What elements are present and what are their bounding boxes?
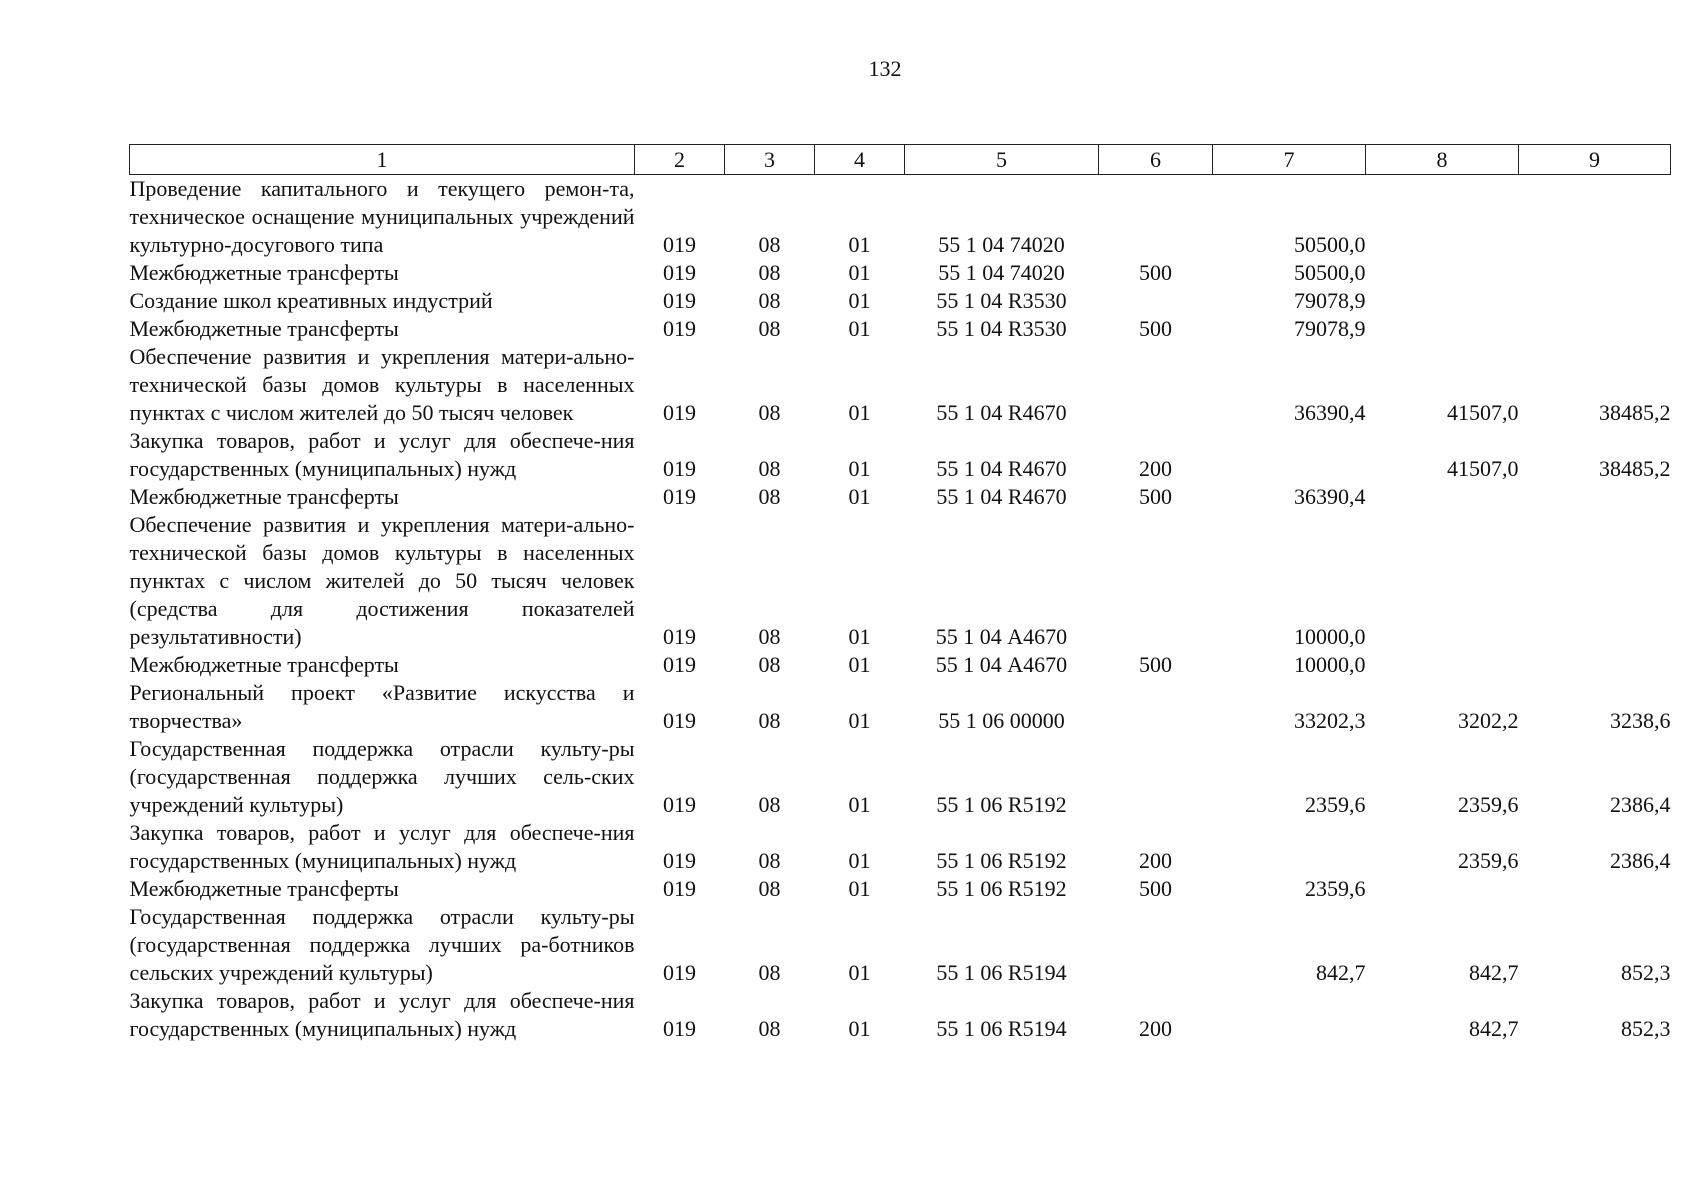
cell-amount-7: 79078,9 <box>1294 288 1366 313</box>
cell-target-article: 55 1 06 00000 <box>938 708 1065 733</box>
column-header: 9 <box>1519 145 1671 175</box>
cell-expense-type: 500 <box>1139 260 1172 285</box>
cell-section: 08 <box>758 792 781 817</box>
cell-amount-7: 10000,0 <box>1294 652 1366 677</box>
cell-ministry-code: 019 <box>663 456 696 481</box>
cell-amount-8: 41507,0 <box>1447 400 1519 425</box>
cell-section: 08 <box>758 1016 781 1041</box>
cell-amount-9 <box>1519 175 1671 260</box>
table-row <box>130 259 1671 287</box>
cell-target-article: 55 1 06 R5192 <box>936 848 1067 873</box>
table-body <box>130 175 1671 1044</box>
cell-section: 08 <box>758 708 781 733</box>
table-row <box>130 427 1671 483</box>
row-name: Межбюджетные трансферты <box>129 484 399 509</box>
table-row <box>130 679 1671 735</box>
cell-target-article: 55 1 04 R3530 <box>936 316 1067 341</box>
cell-target-article: 55 1 04 R4670 <box>936 400 1067 425</box>
cell-amount-7: 36390,4 <box>1294 484 1366 509</box>
cell-amount-8 <box>1366 175 1519 260</box>
table-header <box>130 145 1671 175</box>
cell-ministry-code: 019 <box>663 876 696 901</box>
cell-amount-8: 2359,6 <box>1458 848 1519 873</box>
cell-section: 08 <box>758 400 781 425</box>
row-name: Проведение капитального и текущего ремон-та, техническое оснащение муниципальных учреждений культурно-досугового типа <box>129 176 635 257</box>
cell-target-article: 55 1 06 R5194 <box>936 960 1067 985</box>
cell-target-article: 55 1 04 R4670 <box>936 484 1067 509</box>
cell-ministry-code: 019 <box>663 960 696 985</box>
cell-section: 08 <box>758 484 781 509</box>
cell-amount-7: 36390,4 <box>1294 400 1366 425</box>
cell-amount-7: 50500,0 <box>1294 260 1366 285</box>
cell-amount-7 <box>1213 427 1366 483</box>
cell-amount-9: 852,3 <box>1621 960 1671 985</box>
cell-ministry-code: 019 <box>663 316 696 341</box>
cell-section: 08 <box>758 652 781 677</box>
cell-section: 08 <box>758 456 781 481</box>
cell-amount-9: 38485,2 <box>1599 456 1671 481</box>
cell-ministry-code: 019 <box>663 260 696 285</box>
cell-subsection: 01 <box>848 260 871 285</box>
cell-ministry-code: 019 <box>663 792 696 817</box>
cell-amount-8: 2359,6 <box>1458 792 1519 817</box>
column-header: 4 <box>815 145 905 175</box>
cell-expense-type <box>1099 511 1213 651</box>
cell-amount-9 <box>1519 259 1671 287</box>
cell-amount-8 <box>1366 483 1519 511</box>
row-name: Межбюджетные трансферты <box>129 260 399 285</box>
cell-subsection: 01 <box>848 316 871 341</box>
cell-amount-8 <box>1366 651 1519 679</box>
row-name: Закупка товаров, работ и услуг для обеспече-ния государственных (муниципальных) нужд <box>129 428 635 481</box>
cell-amount-7 <box>1213 987 1366 1043</box>
cell-amount-9: 852,3 <box>1621 1016 1671 1041</box>
cell-subsection: 01 <box>848 232 871 257</box>
cell-ministry-code: 019 <box>663 400 696 425</box>
cell-target-article: 55 1 04 74020 <box>938 260 1065 285</box>
cell-ministry-code: 019 <box>663 288 696 313</box>
cell-expense-type: 200 <box>1139 1016 1172 1041</box>
column-header: 7 <box>1213 145 1366 175</box>
cell-amount-8 <box>1366 315 1519 343</box>
cell-section: 08 <box>758 876 781 901</box>
cell-amount-9 <box>1519 287 1671 315</box>
cell-section: 08 <box>758 316 781 341</box>
cell-ministry-code: 019 <box>663 848 696 873</box>
cell-subsection: 01 <box>848 708 871 733</box>
cell-amount-9: 2386,4 <box>1610 792 1671 817</box>
cell-expense-type <box>1099 735 1213 819</box>
cell-expense-type: 500 <box>1139 484 1172 509</box>
row-name: Обеспечение развития и укрепления матери-ально-технической базы домов культуры в населенных пунктах с числом жителей до 50 тысяч человек <box>129 344 635 425</box>
column-header: 3 <box>725 145 815 175</box>
row-name: Межбюджетные трансферты <box>129 876 399 901</box>
table-row <box>130 315 1671 343</box>
cell-amount-8: 41507,0 <box>1447 456 1519 481</box>
row-name: Государственная поддержка отрасли культу-ры (государственная поддержка лучших сель-ских учреждений культуры) <box>129 736 635 817</box>
cell-amount-9 <box>1519 315 1671 343</box>
column-header: 6 <box>1099 145 1213 175</box>
cell-target-article: 55 1 06 R5194 <box>936 1016 1067 1041</box>
table-row <box>130 987 1671 1043</box>
cell-target-article: 55 1 06 R5192 <box>936 876 1067 901</box>
cell-section: 08 <box>758 960 781 985</box>
budget-table <box>129 144 1671 1043</box>
cell-expense-type: 500 <box>1139 316 1172 341</box>
cell-expense-type: 500 <box>1139 876 1172 901</box>
cell-amount-8 <box>1366 287 1519 315</box>
cell-ministry-code: 019 <box>663 484 696 509</box>
row-name: Обеспечение развития и укрепления матери-ально-технической базы домов культуры в населенных пунктах с числом жителей до 50 тысяч человек (средства для достижения показателей результативности) <box>129 512 635 649</box>
cell-ministry-code: 019 <box>663 232 696 257</box>
cell-expense-type: 200 <box>1139 456 1172 481</box>
cell-target-article: 55 1 04 R4670 <box>936 456 1067 481</box>
cell-amount-8: 3202,2 <box>1458 708 1519 733</box>
cell-expense-type: 200 <box>1139 848 1172 873</box>
cell-target-article: 55 1 04 А4670 <box>935 652 1068 677</box>
cell-amount-9 <box>1519 483 1671 511</box>
cell-ministry-code: 019 <box>663 1016 696 1041</box>
cell-target-article: 55 1 04 А4670 <box>935 624 1068 649</box>
cell-amount-8 <box>1366 511 1519 651</box>
cell-subsection: 01 <box>848 652 871 677</box>
row-name: Региональный проект «Развитие искусства и творчества» <box>129 680 635 733</box>
cell-amount-7: 10000,0 <box>1294 624 1366 649</box>
cell-amount-9 <box>1519 651 1671 679</box>
cell-amount-7: 79078,9 <box>1294 316 1366 341</box>
cell-amount-7 <box>1213 819 1366 875</box>
cell-amount-8: 842,7 <box>1469 960 1519 985</box>
table-row <box>130 287 1671 315</box>
cell-subsection: 01 <box>848 876 871 901</box>
column-header: 1 <box>130 145 635 175</box>
table-row <box>130 511 1671 651</box>
cell-expense-type <box>1099 175 1213 260</box>
cell-section: 08 <box>758 288 781 313</box>
cell-amount-7: 2359,6 <box>1305 792 1366 817</box>
cell-amount-8 <box>1366 259 1519 287</box>
cell-section: 08 <box>758 624 781 649</box>
cell-subsection: 01 <box>848 1016 871 1041</box>
cell-expense-type <box>1099 903 1213 987</box>
table-row <box>130 875 1671 903</box>
page-number: 132 <box>868 56 902 81</box>
row-name: Межбюджетные трансферты <box>129 316 399 341</box>
cell-expense-type <box>1099 679 1213 735</box>
header-row <box>130 145 1671 175</box>
cell-ministry-code: 019 <box>663 624 696 649</box>
cell-section: 08 <box>758 260 781 285</box>
row-name: Создание школ креативных индустрий <box>129 288 493 313</box>
cell-subsection: 01 <box>848 960 871 985</box>
cell-subsection: 01 <box>848 624 871 649</box>
cell-amount-8 <box>1366 875 1519 903</box>
cell-expense-type: 500 <box>1139 652 1172 677</box>
cell-amount-9 <box>1519 875 1671 903</box>
table-row <box>130 651 1671 679</box>
table-row <box>130 343 1671 427</box>
cell-subsection: 01 <box>848 484 871 509</box>
column-header: 8 <box>1366 145 1519 175</box>
table-row <box>130 483 1671 511</box>
cell-amount-7: 50500,0 <box>1294 232 1366 257</box>
cell-target-article: 55 1 06 R5192 <box>936 792 1067 817</box>
row-name: Межбюджетные трансферты <box>129 652 399 677</box>
cell-subsection: 01 <box>848 792 871 817</box>
table-row <box>130 735 1671 819</box>
cell-subsection: 01 <box>848 400 871 425</box>
row-name: Государственная поддержка отрасли культу-ры (государственная поддержка лучших ра-ботников сельских учреждений культуры) <box>129 904 635 985</box>
cell-amount-7: 33202,3 <box>1294 708 1366 733</box>
cell-amount-9: 3238,6 <box>1610 708 1671 733</box>
cell-subsection: 01 <box>848 456 871 481</box>
cell-amount-8: 842,7 <box>1469 1016 1519 1041</box>
cell-target-article: 55 1 04 74020 <box>938 232 1065 257</box>
cell-section: 08 <box>758 232 781 257</box>
table-row <box>130 903 1671 987</box>
column-header: 5 <box>905 145 1099 175</box>
cell-amount-7: 2359,6 <box>1305 876 1366 901</box>
cell-amount-9: 2386,4 <box>1610 848 1671 873</box>
row-name: Закупка товаров, работ и услуг для обеспече-ния государственных (муниципальных) нужд <box>129 820 635 873</box>
cell-amount-7: 842,7 <box>1316 960 1366 985</box>
cell-target-article: 55 1 04 R3530 <box>936 288 1067 313</box>
cell-ministry-code: 019 <box>663 708 696 733</box>
cell-subsection: 01 <box>848 848 871 873</box>
cell-expense-type <box>1099 287 1213 315</box>
column-header: 2 <box>635 145 725 175</box>
cell-expense-type <box>1099 343 1213 427</box>
table-row <box>130 819 1671 875</box>
cell-section: 08 <box>758 848 781 873</box>
row-name: Закупка товаров, работ и услуг для обеспече-ния государственных (муниципальных) нужд <box>129 988 635 1041</box>
cell-amount-9 <box>1519 511 1671 651</box>
cell-subsection: 01 <box>848 288 871 313</box>
table-row <box>130 175 1671 260</box>
cell-amount-9: 38485,2 <box>1599 400 1671 425</box>
cell-ministry-code: 019 <box>663 652 696 677</box>
